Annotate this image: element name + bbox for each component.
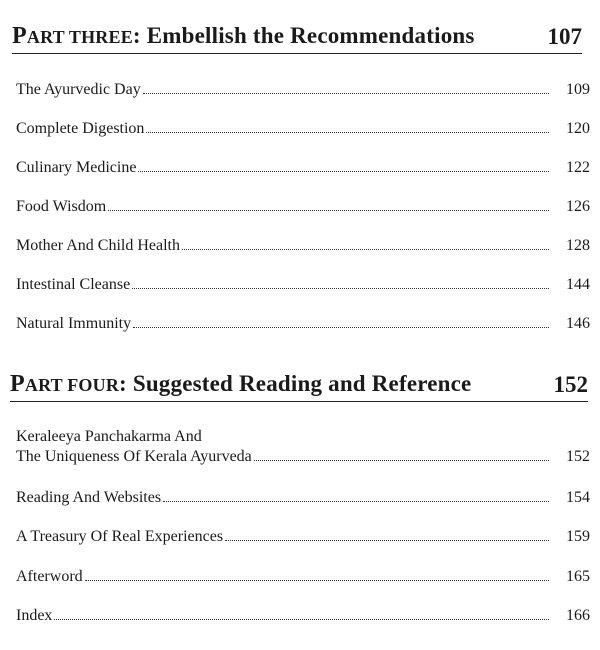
part-four-heading: [10, 366, 588, 402]
toc-entry-page: 122: [566, 159, 590, 176]
toc-entry[interactable]: [16, 527, 590, 547]
toc-entry[interactable]: [16, 427, 590, 467]
dot-leader: [146, 131, 549, 133]
toc-entry-title: Afterword: [16, 568, 83, 585]
toc-entry-title: Reading And Websites: [16, 489, 162, 506]
toc-entry-page: 165: [566, 568, 590, 585]
toc-entry-page: 146: [566, 315, 590, 332]
toc-entry-title: Culinary Medicine: [16, 159, 137, 176]
dot-leader: [225, 539, 549, 541]
toc-entry-page: 159: [566, 528, 590, 545]
toc-entry-title: A Treasury Of Real Experiences: [16, 528, 224, 545]
toc-entry[interactable]: [16, 236, 590, 256]
toc-entry-page: 126: [566, 198, 590, 215]
toc-entry[interactable]: [16, 488, 590, 508]
toc-entry[interactable]: [16, 606, 590, 626]
toc-entry-title: Intestinal Cleanse: [16, 276, 131, 293]
toc-entry[interactable]: [16, 158, 590, 178]
toc-entry-title-line1: Keraleeya Panchakarma And: [16, 428, 202, 445]
dot-leader: [182, 248, 549, 250]
toc-entry-page: 152: [566, 448, 590, 465]
toc-entry-title: The Uniqueness Of Kerala Ayurveda: [16, 448, 252, 465]
toc-entry-title: Food Wisdom: [16, 198, 107, 215]
dot-leader: [163, 500, 549, 502]
part-three-page: 107: [547, 24, 582, 49]
toc-entry-title: Mother And Child Health: [16, 237, 180, 254]
toc-entry-title: The Ayurvedic Day: [16, 81, 141, 98]
dot-leader: [108, 209, 549, 211]
toc-entry-title: Complete Digestion: [16, 120, 145, 137]
toc-entry[interactable]: [16, 197, 590, 217]
part-four-page: 152: [553, 372, 588, 397]
toc-entry[interactable]: [16, 314, 590, 334]
toc-entry-page: 128: [566, 237, 590, 254]
toc-entry-title: Natural Immunity: [16, 315, 132, 332]
toc-entry-page: 154: [566, 489, 590, 506]
dot-leader: [143, 92, 549, 94]
toc-entry-title: Index: [16, 607, 53, 624]
dot-leader: [133, 326, 549, 328]
toc-entry[interactable]: [16, 119, 590, 139]
dot-leader: [254, 459, 549, 461]
toc-entry-page: 166: [566, 607, 590, 624]
dot-leader: [85, 579, 549, 581]
part-three-title: PART THREE: Embellish the Recommendations: [12, 23, 475, 49]
dot-leader: [54, 618, 549, 620]
toc-entry-page: 144: [566, 276, 590, 293]
part-four-title: PART FOUR: Suggested Reading and Reference: [10, 371, 472, 397]
toc-entry[interactable]: [16, 80, 590, 100]
toc-entry[interactable]: [16, 567, 590, 587]
dot-leader: [138, 170, 549, 172]
toc-entry-page: 120: [566, 120, 590, 137]
toc-entry[interactable]: [16, 275, 590, 295]
dot-leader: [132, 287, 549, 289]
part-three-heading: [12, 18, 582, 54]
toc-entry-page: 109: [566, 81, 590, 98]
